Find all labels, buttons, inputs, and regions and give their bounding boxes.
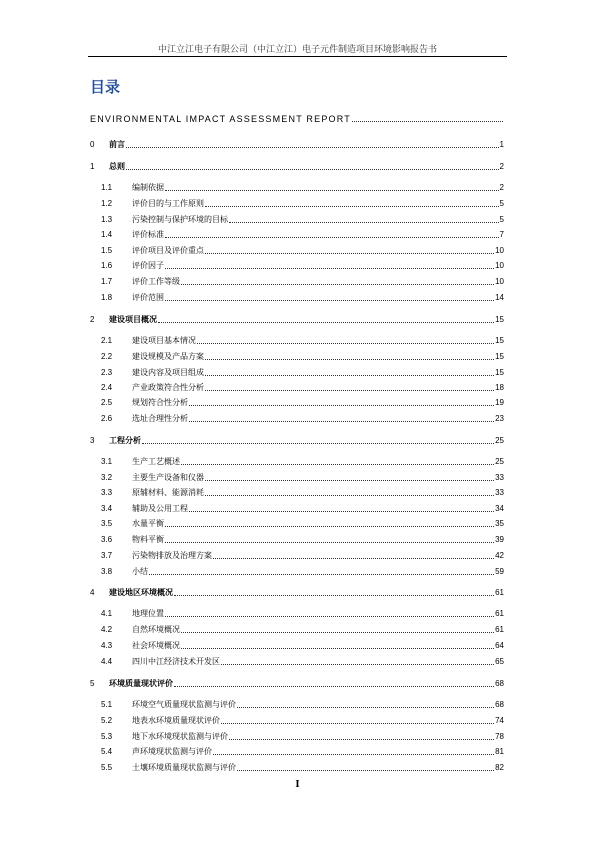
toc-entry[interactable] bbox=[90, 502, 504, 514]
toc-entry[interactable] bbox=[90, 745, 504, 757]
toc-entry-title: 地理位置 bbox=[132, 609, 164, 618]
toc-entry-number: 5 bbox=[90, 679, 95, 688]
toc-entry-title: 社会环境概况 bbox=[132, 641, 180, 650]
toc-entry[interactable] bbox=[90, 228, 504, 240]
toc-entry-title: 生产工艺概述 bbox=[132, 457, 180, 466]
toc-title: 目录 bbox=[90, 78, 121, 96]
toc-entry[interactable] bbox=[90, 533, 504, 545]
toc-entry-page: 68 bbox=[495, 700, 504, 709]
toc-entry[interactable] bbox=[90, 213, 504, 225]
toc-entry[interactable] bbox=[90, 517, 504, 529]
toc-entry[interactable] bbox=[90, 471, 504, 483]
toc-entry[interactable] bbox=[90, 607, 504, 619]
toc-entry[interactable] bbox=[90, 396, 504, 408]
toc-entry[interactable] bbox=[90, 434, 504, 446]
toc-entry-page: 64 bbox=[495, 641, 504, 650]
dot-leader bbox=[181, 647, 494, 649]
dot-leader bbox=[181, 631, 494, 633]
toc-entry-number: 4.2 bbox=[101, 625, 113, 634]
toc-entry-number: 3 bbox=[90, 436, 95, 445]
dot-leader bbox=[352, 120, 503, 122]
toc-entry-title: 环境空气质量现状监测与评价 bbox=[132, 700, 236, 709]
toc-entry-title: 评价范围 bbox=[132, 293, 164, 302]
toc-entry-number: 2 bbox=[90, 315, 95, 324]
toc-entry-title: 土壤环境质量现状监测与评价 bbox=[132, 763, 236, 772]
toc-entry[interactable] bbox=[90, 677, 504, 689]
toc-entry[interactable] bbox=[90, 730, 504, 742]
toc-entry-title: 自然环境概况 bbox=[132, 625, 180, 634]
toc-entry-title: 工程分析 bbox=[109, 436, 141, 445]
toc-entry-page: 82 bbox=[495, 763, 504, 772]
toc-entry-number: 1.8 bbox=[101, 293, 113, 302]
toc-entry-number: 2.4 bbox=[101, 383, 113, 392]
toc-entry-page: 23 bbox=[495, 414, 504, 423]
toc-entry-title: 物料平衡 bbox=[132, 535, 164, 544]
dot-leader bbox=[165, 615, 494, 617]
dot-leader bbox=[221, 663, 494, 665]
toc-entry-title: 编制依据 bbox=[132, 183, 164, 192]
toc-entry-page: 33 bbox=[495, 473, 504, 482]
toc-entry-page: 25 bbox=[495, 457, 504, 466]
toc-entry-title: 原辅材料、能源消耗 bbox=[132, 488, 204, 497]
toc-entry-number: 3.6 bbox=[101, 535, 113, 544]
toc-entry[interactable] bbox=[90, 275, 504, 287]
toc-entry-title: ENVIRONMENTAL IMPACT ASSESSMENT REPORT bbox=[90, 114, 351, 124]
dot-leader bbox=[149, 573, 494, 575]
dot-leader bbox=[221, 722, 494, 724]
toc-entry-page: 81 bbox=[495, 747, 504, 756]
dot-leader bbox=[229, 738, 494, 740]
toc-entry[interactable] bbox=[90, 486, 504, 498]
toc-entry[interactable] bbox=[90, 761, 504, 773]
toc-entry-number: 1.7 bbox=[101, 277, 113, 286]
toc-entry[interactable] bbox=[90, 455, 504, 467]
dot-leader bbox=[205, 479, 494, 481]
dot-leader bbox=[213, 753, 494, 755]
dot-leader bbox=[158, 321, 494, 323]
toc-entry-title: 评价标准 bbox=[132, 230, 164, 239]
toc-entry-page: 61 bbox=[495, 625, 504, 634]
toc-entry-page: 34 bbox=[495, 504, 504, 513]
toc-entry-title: 建设项目概况 bbox=[109, 315, 157, 324]
toc-entry-title: 建设规模及产品方案 bbox=[132, 352, 204, 361]
dot-leader bbox=[189, 420, 494, 422]
toc-entry-page: 1 bbox=[499, 140, 504, 149]
toc-entry-number: 2.1 bbox=[101, 336, 113, 345]
toc-entry-number: 2.6 bbox=[101, 414, 113, 423]
toc-entry-number: 2.3 bbox=[101, 368, 113, 377]
toc-entry-page: 59 bbox=[495, 567, 504, 576]
toc-entry-title: 声环境现状监测与评价 bbox=[132, 747, 212, 756]
dot-leader bbox=[205, 374, 494, 376]
toc-entry[interactable] bbox=[90, 714, 504, 726]
toc-entry-number: 3.5 bbox=[101, 519, 113, 528]
toc-entry-title: 前言 bbox=[109, 140, 125, 149]
toc-entry-page: 15 bbox=[495, 315, 504, 324]
toc-entry[interactable] bbox=[90, 160, 504, 172]
toc-entry-title: 建设内容及项目组成 bbox=[132, 368, 204, 377]
toc-entry-title: 污染控制与保护环境的目标 bbox=[132, 215, 228, 224]
toc-entry-title: 评价因子 bbox=[132, 261, 164, 270]
toc-entry-title: 规划符合性分析 bbox=[132, 398, 188, 407]
dot-leader bbox=[205, 494, 494, 496]
toc-entry[interactable] bbox=[90, 181, 504, 193]
toc-entry-number: 1.5 bbox=[101, 246, 113, 255]
toc-entry-page: 25 bbox=[495, 436, 504, 445]
toc-entry-page: 19 bbox=[495, 398, 504, 407]
dot-leader bbox=[181, 463, 494, 465]
toc-entry-number: 4.3 bbox=[101, 641, 113, 650]
dot-leader bbox=[181, 283, 494, 285]
toc-entry[interactable] bbox=[90, 313, 504, 325]
toc-entry-page: 7 bbox=[499, 230, 504, 239]
toc-entry-page: 10 bbox=[495, 246, 504, 255]
toc-entry[interactable] bbox=[90, 698, 504, 710]
toc-entry[interactable] bbox=[90, 197, 504, 209]
toc-entry-number: 5.5 bbox=[101, 763, 113, 772]
dot-leader bbox=[237, 706, 494, 708]
toc-entry-title: 环境质量现状评价 bbox=[109, 679, 173, 688]
toc-entry[interactable] bbox=[90, 259, 504, 271]
dot-leader bbox=[197, 342, 494, 344]
toc-entry-number: 1.2 bbox=[101, 199, 113, 208]
toc-entry-page: 33 bbox=[495, 488, 504, 497]
toc-entry-number: 1.4 bbox=[101, 230, 113, 239]
toc-entry-number: 4 bbox=[90, 588, 95, 597]
dot-leader bbox=[174, 594, 494, 596]
dot-leader bbox=[165, 525, 494, 527]
toc-entry-title: 地表水环境质量现状评价 bbox=[132, 716, 220, 725]
toc-entry-number: 1 bbox=[90, 162, 95, 171]
toc-entry-title: 水量平衡 bbox=[132, 519, 164, 528]
toc-entry-number: 4.1 bbox=[101, 609, 113, 618]
toc-entry-page: 65 bbox=[495, 657, 504, 666]
page-number: I bbox=[295, 780, 300, 790]
toc-entry[interactable] bbox=[90, 334, 504, 346]
dot-leader bbox=[174, 685, 494, 687]
toc-entry[interactable] bbox=[90, 549, 504, 561]
toc-entry-page: 61 bbox=[495, 609, 504, 618]
toc-entry-number: 5.1 bbox=[101, 700, 113, 709]
toc-entry-report-title[interactable] bbox=[90, 110, 504, 124]
toc-entry-page: 14 bbox=[495, 293, 504, 302]
toc-entry-title: 建设地区环境概况 bbox=[109, 588, 173, 597]
toc-entry-number: 3.2 bbox=[101, 473, 113, 482]
toc-entry[interactable] bbox=[90, 244, 504, 256]
toc-entry-page: 78 bbox=[495, 732, 504, 741]
toc-entry-title: 地下水环境现状监测与评价 bbox=[132, 732, 228, 741]
toc-entry-title: 产业政策符合性分析 bbox=[132, 383, 204, 392]
toc-entry-number: 5.3 bbox=[101, 732, 113, 741]
toc-entry-page: 15 bbox=[495, 352, 504, 361]
toc-entry-page: 2 bbox=[499, 183, 504, 192]
toc-entry[interactable] bbox=[90, 586, 504, 598]
toc-entry-number: 3.3 bbox=[101, 488, 113, 497]
toc-entry[interactable] bbox=[90, 655, 504, 667]
dot-leader bbox=[165, 189, 499, 191]
toc-entry-title: 主要生产设备和仪器 bbox=[132, 473, 204, 482]
toc-entry[interactable] bbox=[90, 412, 504, 424]
dot-leader bbox=[165, 267, 494, 269]
dot-leader bbox=[126, 146, 499, 148]
dot-leader bbox=[205, 205, 499, 207]
toc-entry-page: 5 bbox=[499, 215, 504, 224]
toc-entry-title: 辅助及公用工程 bbox=[132, 504, 188, 513]
dot-leader bbox=[237, 769, 494, 771]
dot-leader bbox=[229, 221, 499, 223]
toc-entry[interactable] bbox=[90, 381, 504, 393]
dot-leader bbox=[205, 252, 494, 254]
toc-entry-page: 18 bbox=[495, 383, 504, 392]
toc-entry-page: 39 bbox=[495, 535, 504, 544]
toc-entry-page: 74 bbox=[495, 716, 504, 725]
toc-entry-number: 0 bbox=[90, 140, 95, 149]
toc-entry-page: 42 bbox=[495, 551, 504, 560]
toc-entry-number: 1.6 bbox=[101, 261, 113, 270]
dot-leader bbox=[165, 299, 494, 301]
dot-leader bbox=[205, 358, 494, 360]
dot-leader bbox=[189, 404, 494, 406]
toc-entry[interactable] bbox=[90, 639, 504, 651]
toc-entry-title: 评价目的与工作原则 bbox=[132, 199, 204, 208]
toc-entry-title: 小结 bbox=[132, 567, 148, 576]
toc-entry-page: 10 bbox=[495, 261, 504, 270]
toc-entry-number: 3.4 bbox=[101, 504, 113, 513]
toc-entry-title: 四川中江经济技术开发区 bbox=[132, 657, 220, 666]
dot-leader bbox=[213, 557, 494, 559]
toc-entry-title: 评价工作等级 bbox=[132, 277, 180, 286]
toc-entry-number: 1.1 bbox=[101, 183, 113, 192]
toc-entry-title: 建设项目基本情况 bbox=[132, 336, 196, 345]
dot-leader bbox=[189, 510, 494, 512]
dot-leader bbox=[142, 442, 494, 444]
toc-entry-page: 10 bbox=[495, 277, 504, 286]
toc-entry[interactable] bbox=[90, 291, 504, 303]
toc-entry-number: 3.7 bbox=[101, 551, 113, 560]
toc-entry-number: 3.8 bbox=[101, 567, 113, 576]
toc-entry-page: 35 bbox=[495, 519, 504, 528]
toc-entry[interactable] bbox=[90, 350, 504, 362]
toc-entry-page: 5 bbox=[499, 199, 504, 208]
toc-entry[interactable] bbox=[90, 623, 504, 635]
toc-entry-number: 1.3 bbox=[101, 215, 113, 224]
toc-entry-title: 选址合理性分析 bbox=[132, 414, 188, 423]
toc-entry-number: 2.2 bbox=[101, 352, 113, 361]
toc-entry-title: 污染物排放及治理方案 bbox=[132, 551, 212, 560]
header-rule bbox=[88, 56, 507, 57]
toc-entry-number: 2.5 bbox=[101, 398, 113, 407]
toc-entry-title: 评价项目及评价重点 bbox=[132, 246, 204, 255]
toc-entry[interactable] bbox=[90, 366, 504, 378]
toc-entry-page: 2 bbox=[499, 162, 504, 171]
toc-entry-number: 5.2 bbox=[101, 716, 113, 725]
toc-entry-page: 15 bbox=[495, 368, 504, 377]
dot-leader bbox=[165, 541, 494, 543]
toc-entry-page: 61 bbox=[495, 588, 504, 597]
toc-entry-title: 总则 bbox=[109, 162, 125, 171]
toc-entry[interactable] bbox=[90, 565, 504, 577]
toc-entry-page: 15 bbox=[495, 336, 504, 345]
running-header: 中江立江电子有限公司（中江立江）电子元件制造项目环境影响报告书 bbox=[157, 45, 437, 55]
toc-entry[interactable] bbox=[90, 138, 504, 150]
dot-leader bbox=[126, 168, 499, 170]
toc-entry-number: 5.4 bbox=[101, 747, 113, 756]
toc-entry-number: 4.4 bbox=[101, 657, 113, 666]
dot-leader bbox=[205, 389, 494, 391]
toc-entry-number: 3.1 bbox=[101, 457, 113, 466]
toc-entry-page: 68 bbox=[495, 679, 504, 688]
dot-leader bbox=[165, 236, 499, 238]
